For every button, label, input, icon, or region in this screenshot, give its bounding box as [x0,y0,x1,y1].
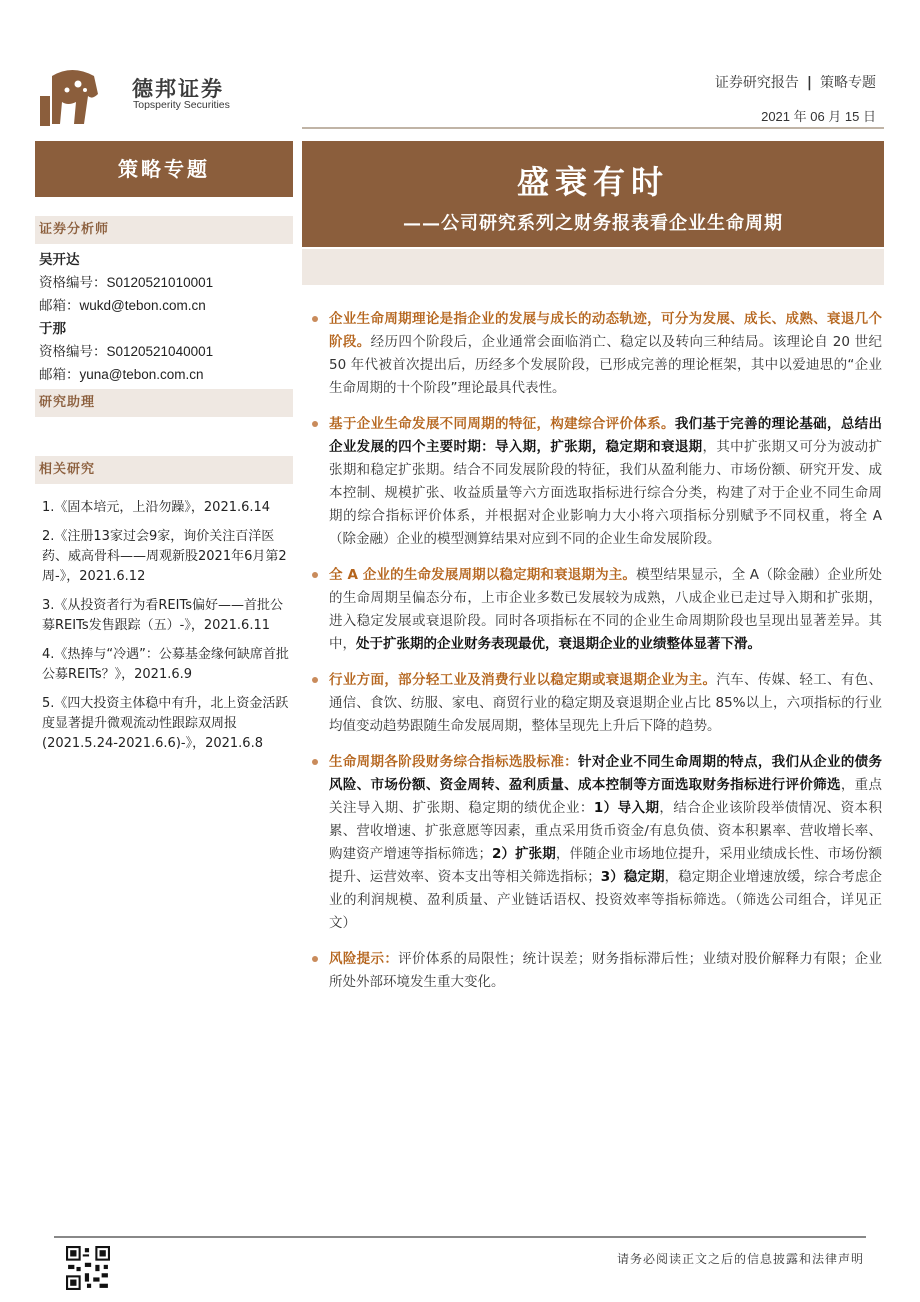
related-item[interactable]: 2.《注册13家过会9家，询价关注百洋医药、威高骨科——周观新股2021年6月第2周-》，2021.6.12 [42,529,287,584]
report-meta [715,72,876,92]
brand-name: 德邦证券 [132,77,224,101]
related-heading: 相关研究 [35,456,293,484]
page-title: 盛衰有时 [516,163,669,201]
related-item[interactable]: 3.《从投资者行为看REITs偏好——首批公募REITs发售跟踪（五）-》，2021.6.11 [42,598,284,633]
report-type: 证券研究报告 [714,75,799,91]
qr-code-icon[interactable] [66,1246,110,1290]
related-item[interactable]: 1.《固本培元，上沿勿躁》，2021.6.14 [42,500,271,515]
summary-bullet: 基于企业生命发展不同周期的特征，构建综合评价体系。我们基于完善的理论基础，总结出企业发展的四个主要时期：导入期，扩张期，稳定期和衰退期，其中扩张期又可分为波动扩张期和稳定扩张期。结合不同发展阶段的特征，我们从盈利能力、市场份额、研究开发、成本控制、规模扩张、收益质量等六方面选取指标进行综合分类，构建了对于企业不同生命周期的综合指标评价体系，并根据对企业影响力大小将六项指标分别赋予不同权重，将全 A（除金融）企业的模型测算结果对应到不同的企业生命发展阶段。 [310,413,882,551]
report-category: 策略专题 [820,75,876,91]
assistant-heading: 研究助理 [35,389,293,417]
analyst-block: 吴开达 资格编号：S0120521010001 邮箱：wukd@tebon.com.cn 于那 资格编号：S0120521040001 邮箱：yuna@tebon.com.cn [39,248,213,383]
summary-bullet: 风险提示：评价体系的局限性；统计误差；财务指标滞后性；业绩对股价解释力有限；企业所处外部环境发生重大变化。 [310,948,882,994]
title-strip [302,249,884,285]
related-list [42,498,290,763]
summary-bullet: 生命周期各阶段财务综合指标选股标准：针对企业不同生命周期的特点，我们从企业的债务风险、市场份额、资金周转、盈利质量、成本控制等方面选取财务指标进行评价筛选，重点关注导入期、扩张期、稳定期的绩优企业：1）导入期，结合企业该阶段举债情况、资本积累、营收增速、扩张意愿等因素，重点采用货币资金/有息负债、资本积累率、营收增长率、购建资产增速等指标筛选；2）扩张期，伴随企业市场地位提升，采用业绩成长性、市场份额提升、运营效率、资本支出等相关筛选指标；3）稳定期，稳定期企业增速放缓，综合考虑企业的利润规模、盈利质量、产业链话语权、投资效率等指标筛选。（筛选公司组合，详见正文） [310,751,882,935]
related-item[interactable]: 4.《热捧与“冷遇”：公募基金缘何缺席首批公募REITs？》，2021.6.9 [42,647,289,682]
category-banner: 策略专题 [35,141,293,197]
analyst-name: 于那 [39,321,66,337]
legal-notice: 请务必阅读正文之后的信息披露和法律声明 [616,1252,864,1266]
analyst-cert: S0120521010001 [106,275,214,290]
summary-body [310,308,882,1007]
analyst-name: 吴开达 [39,252,80,268]
footer-divider [54,1236,866,1238]
summary-bullet: 行业方面，部分轻工业及消费行业以稳定期或衰退期企业为主。汽车、传媒、轻工、有色、通信、食饮、纺服、家电、商贸行业的稳定期及衰退期企业占比 85%以上，六项指标的行业均值变动趋势跟随生命发展周期，整体呈现先上升后下降的趋势。 [310,669,882,738]
brand-name-en: Topsperity Securities [133,99,230,111]
page-subtitle: ——公司研究系列之财务报表看企业生命周期 [403,213,783,234]
analyst-email[interactable]: wukd@tebon.com.cn [79,298,206,313]
company-logo [38,66,100,128]
header-divider [302,127,884,129]
analyst-email[interactable]: yuna@tebon.com.cn [79,367,204,382]
summary-bullet: 企业生命周期理论是指企业的发展与成长的动态轨迹，可分为发展、成长、成熟、衰退几个阶段。经历四个阶段后，企业通常会面临消亡、稳定以及转向三种结局。该理论自 20 世纪 50 年代被首次提出后，历经多个发展阶段，已形成完善的理论框架，其中以爱迪思的“企业生命周期的十个阶段”理论最具代表性。 [310,308,882,400]
separator: | [806,75,812,91]
report-date: 2021 年 06 月 15 日 [761,109,876,124]
summary-bullet: 全 A 企业的生命发展周期以稳定期和衰退期为主。模型结果显示，全 A（除金融）企业所处的生命周期呈偏态分布，上市企业多数已发展较为成熟，八成企业已走过导入期和扩张期，进入稳定发展或衰退阶段。同时各项指标在不同的企业生命周期阶段也呈现出显著差异。其中，处于扩张期的企业财务表现最优，衰退期企业的业绩整体显著下滑。 [310,564,882,656]
analysts-heading: 证券分析师 [35,216,293,244]
analyst-cert: S0120521040001 [106,344,214,359]
related-item[interactable]: 5.《四大投资主体稳中有升，北上资金活跃度显著提升微观流动性跟踪双周报(2021.5.24-2021.6.6)-》，2021.6.8 [42,696,289,751]
title-box [302,141,884,247]
